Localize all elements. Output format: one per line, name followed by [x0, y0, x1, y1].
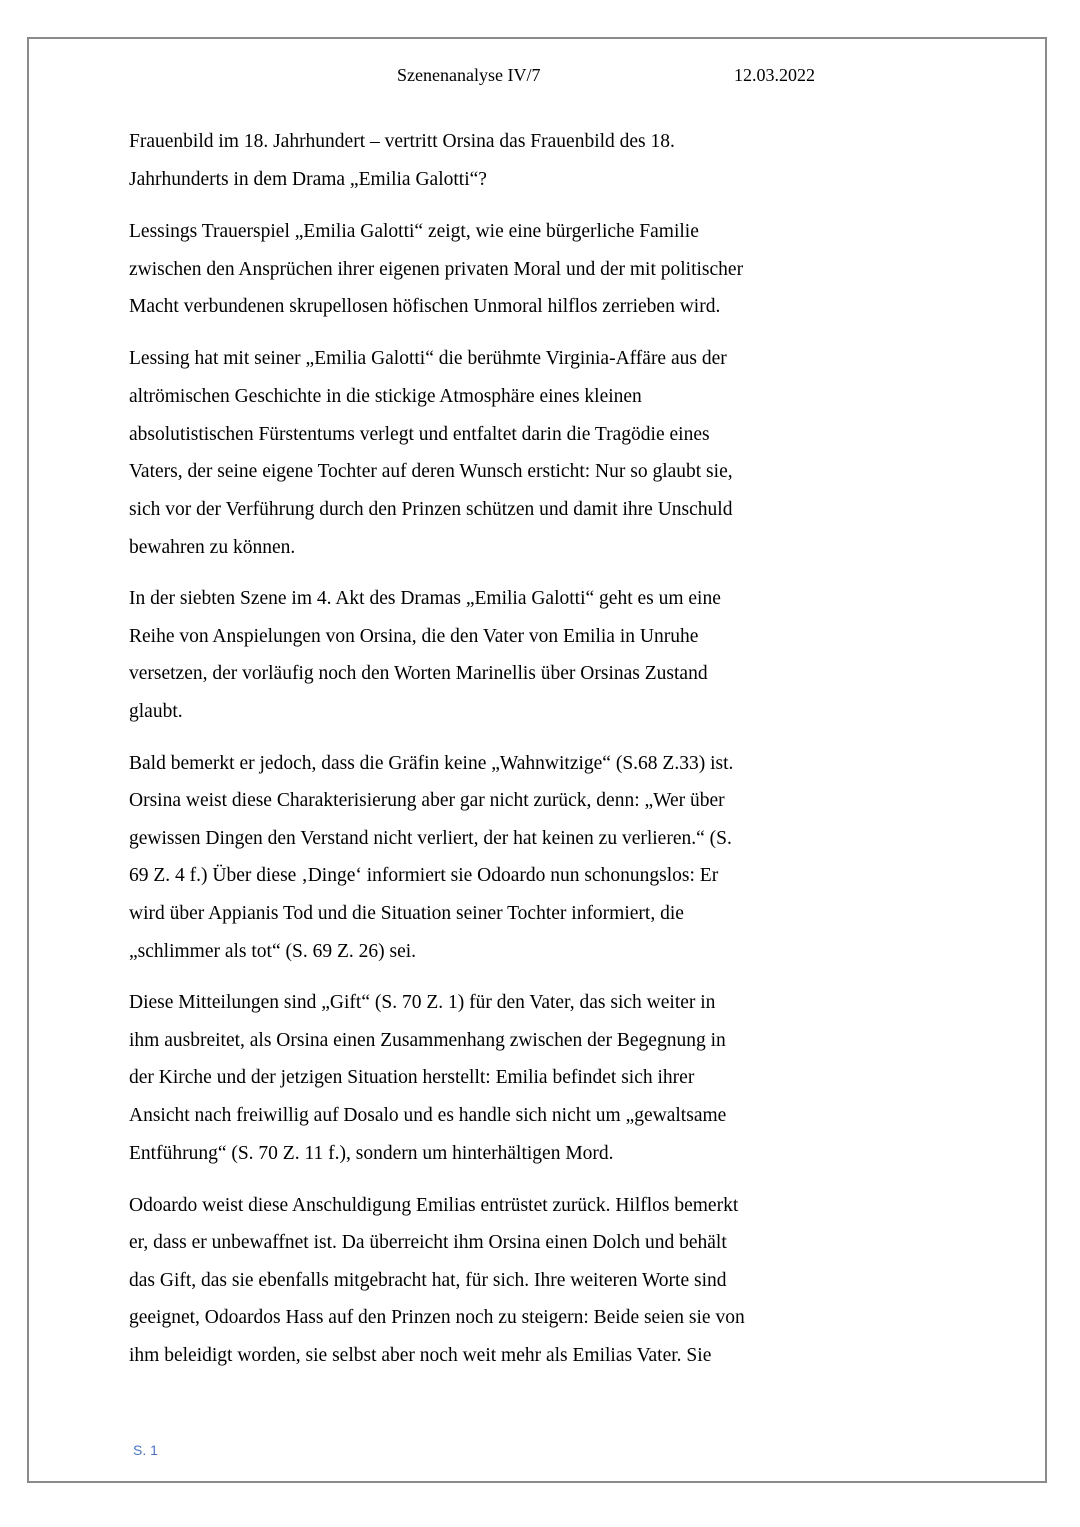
text-line: geeignet, Odoardos Hass auf den Prinzen noch zu steigern: Beide seien sie von: [129, 1307, 745, 1328]
text-line: „schlimmer als tot“ (S. 69 Z. 26) sei.: [129, 941, 417, 962]
text-line: 69 Z. 4 f.) Über diese ‚Dinge‘ informiert sie Odoardo nun schonungslos: Er: [129, 865, 719, 886]
text-line: Bald bemerkt er jedoch, dass die Gräfin keine „Wahnwitzige“ (S.68 Z.33) ist.: [129, 753, 734, 774]
header-date: 12.03.2022: [734, 65, 815, 85]
text-line: Lessings Trauerspiel „Emilia Galotti“ zeigt, wie eine bürgerliche Familie: [129, 221, 699, 242]
text-line: Reihe von Anspielungen von Orsina, die den Vater von Emilia in Unruhe: [129, 626, 699, 647]
text-line: zwischen den Ansprüchen ihrer eigenen privaten Moral und der mit politischer: [129, 259, 744, 280]
text-line: Vaters, der seine eigene Tochter auf deren Wunsch ersticht: Nur so glaubt sie,: [129, 461, 733, 482]
text-line: der Kirche und der jetzigen Situation herstellt: Emilia befindet sich ihrer: [129, 1067, 695, 1088]
text-line: Lessing hat mit seiner „Emilia Galotti“ die berühmte Virginia-Affäre aus der: [129, 348, 727, 369]
text-line: Macht verbundenen skrupellosen höfischen Unmoral hilflos zerrieben wird.: [129, 296, 721, 317]
text-line: ihm ausbreitet, als Orsina einen Zusammenhang zwischen der Begegnung in: [129, 1030, 726, 1051]
heading-line: Jahrhunderts in dem Drama „Emilia Galotti“?: [129, 169, 487, 190]
text-line: gewissen Dingen den Verstand nicht verliert, der hat keinen zu verlieren.“ (S.: [129, 828, 732, 849]
text-line: bewahren zu können.: [129, 537, 296, 558]
text-line: Ansicht nach freiwillig auf Dosalo und es handle sich nicht um „gewaltsame: [129, 1105, 727, 1126]
text-line: glaubt.: [129, 701, 183, 722]
text-line: In der siebten Szene im 4. Akt des Dramas „Emilia Galotti“ geht es um eine: [129, 588, 721, 609]
text-line: altrömischen Geschichte in die stickige Atmosphäre eines kleinen: [129, 386, 642, 407]
text-line: versetzen, der vorläufig noch den Worten Marinellis über Orsinas Zustand: [129, 663, 708, 684]
header-title: Szenenanalyse IV/7: [397, 65, 541, 85]
heading-line: Frauenbild im 18. Jahrhundert – vertritt Orsina das Frauenbild des 18.: [129, 131, 675, 152]
text-line: wird über Appianis Tod und die Situation seiner Tochter informiert, die: [129, 903, 684, 924]
text-line: er, dass er unbewaffnet ist. Da überreicht ihm Orsina einen Dolch und behält: [129, 1232, 727, 1253]
text-line: sich vor der Verführung durch den Prinzen schützen und damit ihre Unschuld: [129, 499, 733, 520]
text-line: absolutistischen Fürstentums verlegt und entfaltet darin die Tragödie eines: [129, 424, 710, 445]
text-line: das Gift, das sie ebenfalls mitgebracht hat, für sich. Ihre weiteren Worte sind: [129, 1270, 727, 1291]
text-line: ihm beleidigt worden, sie selbst aber noch weit mehr als Emilias Vater. Sie: [129, 1345, 712, 1366]
text-line: Orsina weist diese Charakterisierung aber gar nicht zurück, denn: „Wer über: [129, 790, 725, 811]
page-number: S. 1: [133, 1442, 158, 1458]
text-line: Diese Mitteilungen sind „Gift“ (S. 70 Z. 1) für den Vater, das sich weiter in: [129, 992, 716, 1013]
text-line: Odoardo weist diese Anschuldigung Emilias entrüstet zurück. Hilflos bemerkt: [129, 1195, 739, 1216]
text-line: Entführung“ (S. 70 Z. 11 f.), sondern um hinterhältigen Mord.: [129, 1143, 614, 1164]
